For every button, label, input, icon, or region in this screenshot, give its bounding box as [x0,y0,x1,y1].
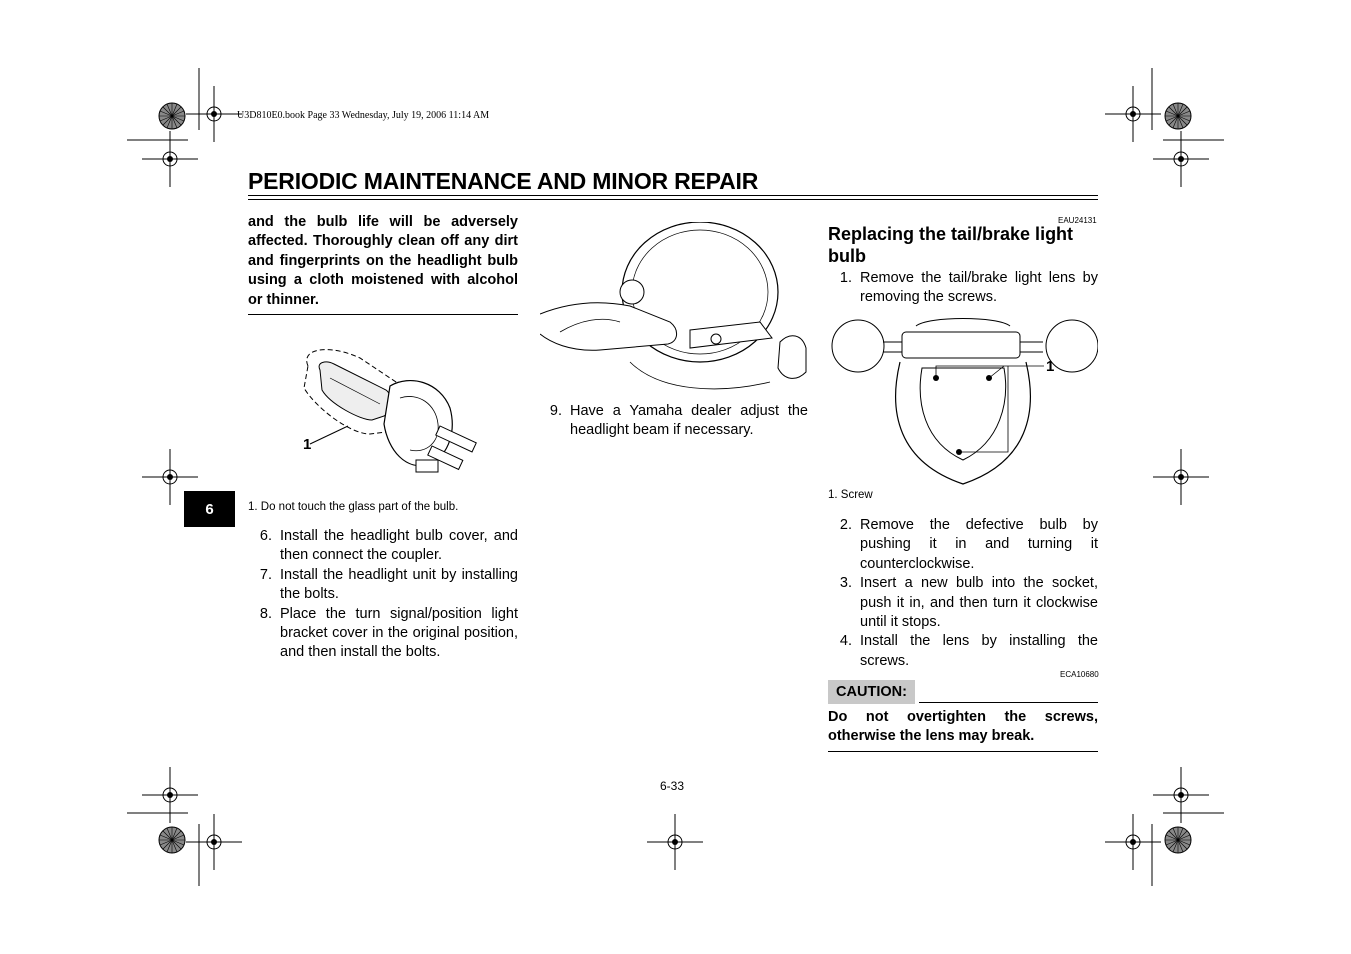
page-number: 6-33 [660,779,685,793]
screw-caption: 1. Screw [828,489,873,501]
caution-text: Do not overtighten the screws, otherwise the lens may break. [828,709,1098,745]
title-rule [248,195,1098,196]
title-rule-thin [248,199,1098,200]
steps-2-4 [828,516,1098,671]
step-3: 3. Insert a new bulb into the socket, push it in, and then turn it clockwise until it stops. [839,575,1098,631]
step-8: 8. Place the turn signal/position light bracket cover in the original position, and then install the bolts. [259,605,518,661]
book-info-line: U3D810E0.book Page 33 Wednesday, July 19, 2006 11:14 AM [237,110,490,121]
headlight-bulb-illustration [290,338,490,488]
screw-figure-label: 1 [1046,358,1055,375]
caution-end-rule [828,751,1098,752]
warning-end-rule [248,314,518,315]
headlight-adjust-illustration [540,222,808,394]
bulb-figure-label: 1 [303,436,312,453]
caution-label: CAUTION: [828,680,915,704]
step-2: 2. Remove the defective bulb by pushing it in and turning it counterclockwise. [839,517,1098,572]
step-7: 7. Install the headlight unit by installing the bolts. [259,566,518,603]
caution-code: ECA10680 [1060,670,1099,679]
step-9: 9. Have a Yamaha dealer adjust the headlight beam if necessary. [549,403,808,439]
section-heading: Replacing the tail/brake light bulb [828,224,1074,266]
bulb-caption: 1. Do not touch the glass part of the bulb. [248,501,459,513]
caution-rule [919,702,1098,703]
step-9-block [538,402,808,441]
section-code: EAU24131 [1058,216,1097,225]
step-1-block [828,269,1098,308]
chapter-tab: 6 [184,491,235,527]
page-title: PERIODIC MAINTENANCE AND MINOR REPAIR [248,168,759,194]
step-1: 1. Remove the tail/brake light lens by removing the screws. [839,270,1098,306]
warning-text: and the bulb life will be adversely affected. Thoroughly clean off any dirt and fingerprints on the headlight bulb using a cloth moistened with alcohol or thinner. [248,214,518,308]
step-4: 4. Install the lens by installing the screws. [839,633,1098,669]
steps-6-8 [248,527,518,663]
tail-light-illustration [828,312,1098,487]
step-6: 6. Install the headlight bulb cover, and then connect the coupler. [259,528,518,564]
